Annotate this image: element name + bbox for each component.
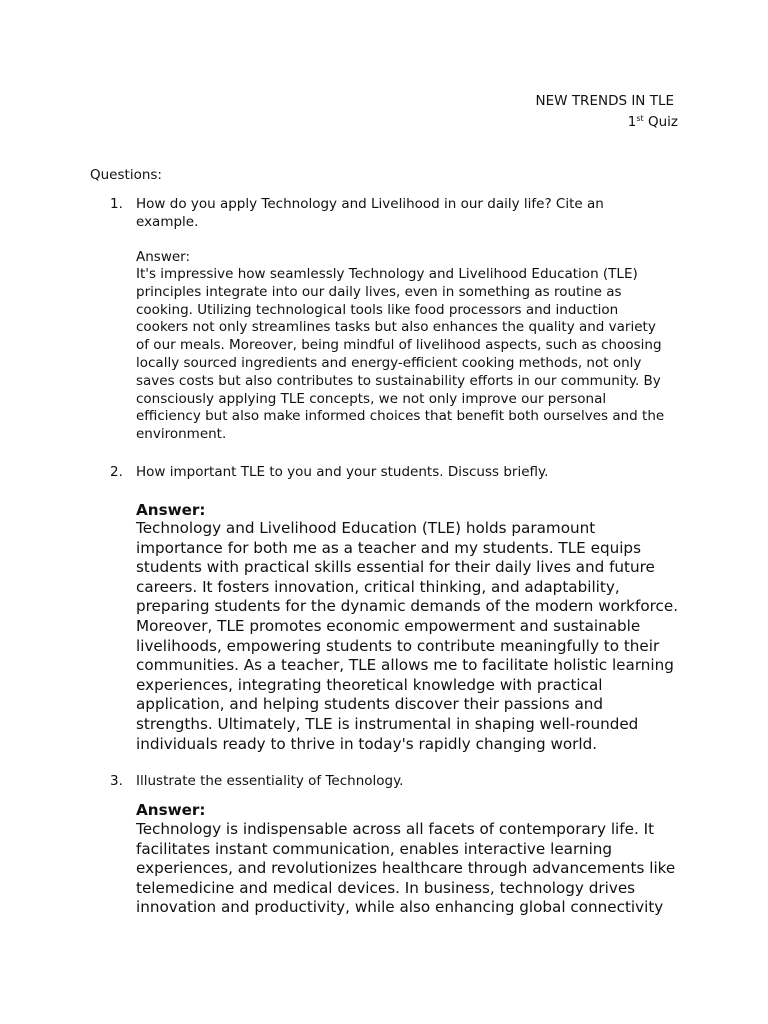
question-text-line: How do you apply Technology and Livelihood in our daily life? Cite an <box>136 196 604 212</box>
answer-text <box>136 820 680 918</box>
answer-line: principles integrate into our daily lives, even in something as routine as <box>136 283 622 300</box>
answer-line: innovation and productivity, while also enhancing global connectivity <box>136 898 664 917</box>
answer-line: livelihoods, empowering students to contribute meaningfully to their <box>136 636 660 655</box>
answer-label: Answer: <box>136 801 206 819</box>
question-text-line: Illustrate the essentiality of Technology. <box>136 773 404 789</box>
questions-heading: Questions: <box>90 167 162 183</box>
answer-label: Answer: <box>136 501 206 519</box>
answer-line: experiences, and revolutionizes healthcare through advancements like <box>136 859 676 878</box>
answer-line: cookers not only streamlines tasks but also enhances the quality and variety <box>136 319 656 336</box>
question-number: 1. <box>110 196 123 212</box>
answer-line: environment. <box>136 426 227 443</box>
answer-text <box>136 519 680 754</box>
question-number: 2. <box>110 464 123 480</box>
answer-line: individuals ready to thrive in today's rapidly changing world. <box>136 734 598 753</box>
answer-line: consciously applying TLE concepts, we not only improve our personal <box>136 390 607 407</box>
answer-line: locally sourced ingredients and energy-efficient cooking methods, not only <box>136 354 642 371</box>
quiz-word: Quiz <box>647 114 678 130</box>
answer-line: of our meals. Moreover, being mindful of livelihood aspects, such as choosing <box>136 337 662 354</box>
answer-text <box>136 266 684 444</box>
question-number: 3. <box>110 773 123 789</box>
answer-line: It's impressive how seamlessly Technology and Livelihood Education (TLE) <box>136 266 638 282</box>
answer-line: students with practical skills essential for their daily lives and future <box>136 558 655 577</box>
answer-line: cooking. Utilizing technological tools like food processors and induction <box>136 301 619 318</box>
answer-line: strengths. Ultimately, TLE is instrumental in shaping well-rounded <box>136 714 639 733</box>
quiz-number: 1 <box>627 114 637 130</box>
answer-line: Technology is indispensable across all facets of contemporary life. It <box>136 820 655 838</box>
question-text <box>136 195 688 231</box>
answer-line: Moreover, TLE promotes economic empowerment and sustainable <box>136 616 641 635</box>
answer-line: experiences, integrating theoretical knowledge with practical <box>136 675 603 694</box>
answer-line: facilitates instant communication, enables interactive learning <box>136 839 613 858</box>
answer-line: importance for both me as a teacher and my students. TLE equips <box>136 538 641 557</box>
answer-line: saves costs but also contributes to sustainability efforts in our community. By <box>136 372 661 389</box>
answer-line: communities. As a teacher, TLE allows me to facilitate holistic learning <box>136 656 674 675</box>
answer-line: application, and helping students discover their passions and <box>136 695 604 714</box>
question-text <box>136 463 688 481</box>
answer-line: Technology and Livelihood Education (TLE) holds paramount <box>136 519 596 537</box>
answer-line: efficiency but also make informed choices that benefit both ourselves and the <box>136 408 665 425</box>
question-text-line: example. <box>136 214 199 230</box>
question-text <box>136 772 688 790</box>
document-header <box>536 92 678 131</box>
quiz-label <box>536 110 678 131</box>
answer-line: preparing students for the dynamic demands of the modern workforce. <box>136 597 679 616</box>
answer-label: Answer: <box>136 249 191 265</box>
question-text-line: How important TLE to you and your students. Discuss briefly. <box>136 464 549 480</box>
answer-line: telemedicine and medical devices. In business, technology drives <box>136 878 636 897</box>
answer-line: careers. It fosters innovation, critical thinking, and adaptability, <box>136 577 620 596</box>
quiz-ordinal-suffix: st <box>636 114 644 123</box>
document-title: NEW TRENDS IN TLE <box>535 93 674 109</box>
